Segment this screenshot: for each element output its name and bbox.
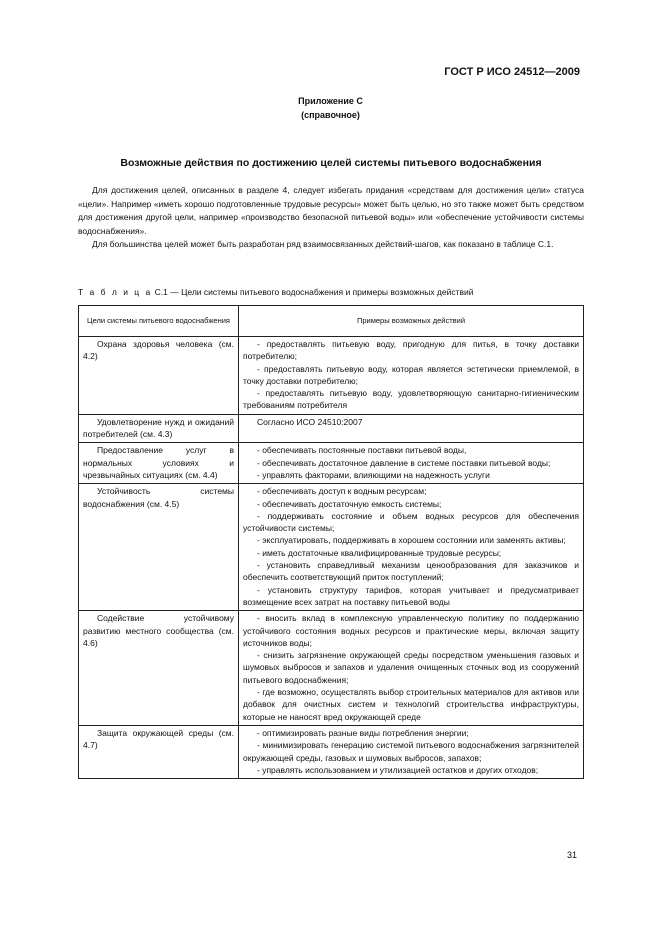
body-paragraph: Для достижения целей, описанных в разделе 4, следует избегать придания «средствам для достижения цели» статуса «цели». Например «иметь хорошо подготовленные трудовые ресурсы» может быть целью, но это также может быть средством для достижения другой цели, например «производство безопасной питьевой воды» или «обеспечение устойчивости системы водоснабжения». [78,185,584,236]
page-number: 31 [566,850,577,860]
action-item: - обеспечивать достаточное давление в системе поставки питьевой воды; [257,457,551,468]
section-title: Возможные действия по достижению целей системы питьевого водоснабжения [120,157,542,169]
actions-cell [239,611,584,726]
annex-title: Приложение С [298,96,363,106]
actions-cell [239,414,584,443]
action-item: - поддерживать состояние и объем водных ресурсов для обеспечения устойчивости системы; [243,510,579,534]
table-row [79,611,584,726]
table-header-row [79,306,584,337]
column-header-goals: Цели системы питьевого водоснабжения [79,306,239,337]
standard-designation: ГОСТ Р ИСО 24512—2009 [444,66,580,78]
action-item: - минимизировать генерацию системой питьевого водоснабжения загрязнителей окружающей среды, газовых и шумовых выбросов, запахов; [243,740,579,763]
action-item: - обеспечивать доступ к водным ресурсам; [257,486,427,497]
actions-cell [239,484,584,611]
action-item: - вносить вклад в комплексную управленческую политику по поддержанию устойчивого состояния водных ресурсов и практические меры, включая защиту источников воды; [243,613,579,648]
table-row [79,443,584,484]
table-row [79,725,584,778]
annex-heading [0,94,661,122]
goals-actions-table [78,305,584,779]
actions-cell [239,337,584,415]
goal-cell: Охрана здоровья человека (см. 4.2) [79,337,239,415]
action-item: - предоставлять питьевую воду, удовлетворяющую санитарно-гигиеническим требованиям потребителя [243,388,579,411]
actions-cell [239,725,584,778]
table-caption-prefix: Т а б л и ц а [78,287,153,297]
action-item: - предоставлять питьевую воду, которая является эстетически приемлемой, в точку доставки потребителю; [243,363,579,386]
goal-cell: Защита окружающей среды (см. 4.7) [79,725,239,778]
column-header-actions: Примеры возможных действий [239,306,584,337]
action-item: - где возможно, осуществлять выбор строительных материалов для активов или добавок для очистных систем и технологий строительства инфраструктуры, которые не наносят вред окружающей среде [243,687,579,722]
action-item: - обеспечивать постоянные поставки питьевой воды, [257,445,467,456]
action-item: - установить справедливый механизм ценообразования для заказчиков и обеспечить соответствующий приток поступлений; [243,560,579,583]
goal-cell: Удовлетворение нужд и ожиданий потребителей (см. 4.3) [79,414,239,443]
action-item: - эксплуатировать, поддерживать в хорошем состоянии или заменять активы; [257,535,566,546]
action-item: - установить структуру тарифов, которая учитывает и предусматривает возмещение всех затрат на поставку питьевой воды [243,584,579,607]
action-item: - оптимизировать разные виды потребления энергии; [257,727,469,738]
goal-cell: Устойчивость системы водоснабжения (см. 4.5) [79,484,239,611]
action-item: Согласно ИСО 24510:2007 [257,416,363,427]
body-paragraph: Для большинства целей может быть разработан ряд взаимосвязанных действий-шагов, как показано в таблице С.1. [92,239,554,249]
action-item: - предоставлять питьевую воду, пригодную для питья, в точку доставки потребителю; [243,339,579,362]
annex-kind: (справочное) [301,110,360,120]
table-caption-text: С.1 — Цели системы питьевого водоснабжения и примеры возможных действий [154,287,474,297]
action-item: - снизить загрязнение окружающей среды посредством уменьшения газовых и шумовых выбросов и запахов и удаления очищенных сточных вод из сооружений питьевого водоснабжения; [243,650,579,685]
actions-cell [239,443,584,484]
action-item: - управлять факторами, влияющими на надежность услуги [257,469,490,480]
table-caption [78,287,584,297]
table-row [79,484,584,611]
goal-cell: Предоставление услуг в нормальных условиях и чрезвычайных ситуациях (см. 4.4) [79,443,239,484]
action-item: - иметь достаточные квалифицированные трудовые ресурсы; [257,547,502,558]
table-row [79,337,584,415]
action-item: - обеспечивать достаточную емкость системы; [257,498,442,509]
action-item: - управлять использованием и утилизацией остатков и других отходов; [257,764,539,775]
goal-cell: Содействие устойчивому развитию местного сообщества (см. 4.6) [79,611,239,726]
table-row [79,414,584,443]
